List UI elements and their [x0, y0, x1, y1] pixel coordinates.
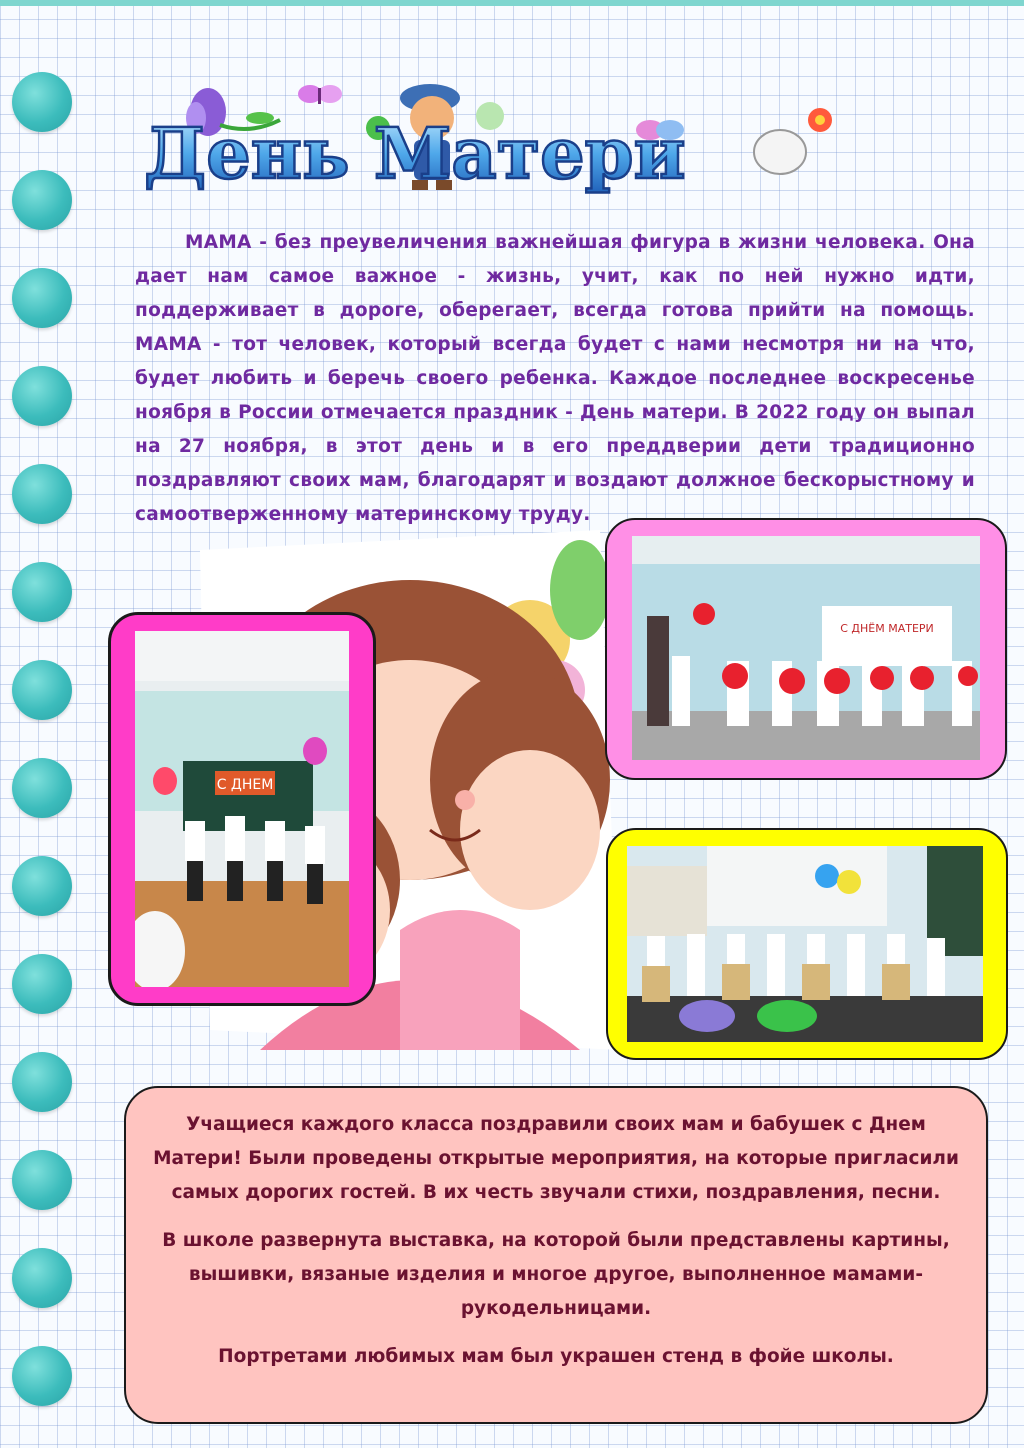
- top-strip: [0, 0, 1024, 6]
- photo-image: [632, 536, 980, 760]
- dot: [12, 170, 72, 230]
- photo-girls-hearts: [605, 518, 1007, 780]
- intro-paragraph: МАМА - без преувеличения важнейшая фигура в жизни человека. Она дает нам самое важное - жизнь, учит, как по ней нужно идти, поддерживает в дороге, оберегает, всегда готова прийти на помощь. МАМА - тот человек, который всегда будет с нами несмотря ни на что, будет любить и беречь своего ребенка. Каждое последнее воскресенье ноября в России отмечается праздник - День матери. В 2022 году он выпал на 27 ноября, в этот день и в его преддверии дети традиционно поздравляют своих мам, благодарят и воздают должное бескорыстному и самоотверженному материнскому труду.: [135, 232, 975, 525]
- dot: [12, 758, 72, 818]
- dot: [12, 562, 72, 622]
- photo-banner-text: С ДНЕМ: [216, 777, 274, 793]
- dot: [12, 1052, 72, 1112]
- summary-paragraph-3: Портретами любимых мам был украшен стенд в фойе школы.: [218, 1346, 894, 1367]
- dot: [12, 464, 72, 524]
- title-text: День Матери: [144, 112, 686, 195]
- dot: [12, 1150, 72, 1210]
- dot: [12, 856, 72, 916]
- summary-paragraph-1: Учащиеся каждого класса поздравили своих мам и бабушек с Днем Матери! Были проведены открытые мероприятия, на которые пригласили самых дорогих гостей. В их честь звучали стихи, поздравления, песни.: [153, 1114, 959, 1203]
- dot: [12, 1248, 72, 1308]
- page-title: [130, 80, 930, 200]
- dot: [12, 268, 72, 328]
- dot: [12, 366, 72, 426]
- photo-banner-text: С ДНЁМ МАТЕРИ: [840, 622, 934, 635]
- butterfly-icon: [298, 85, 342, 104]
- photo-image: [627, 846, 983, 1042]
- dot: [12, 660, 72, 720]
- intro-text: [135, 226, 975, 532]
- dot: [12, 72, 72, 132]
- summary-paragraph-2: В школе развернута выставка, на которой были представлены картины, вышивки, вязаные изделия и многое другое, выполненное мамами-рукодельницами.: [162, 1230, 950, 1319]
- photo-boys-performance: [108, 612, 376, 1006]
- photo-image: [135, 631, 349, 987]
- dot: [12, 1346, 72, 1406]
- event-summary-box: [124, 1086, 988, 1424]
- chick-icon: [754, 108, 832, 174]
- dot: [12, 954, 72, 1014]
- title-art: [130, 80, 930, 200]
- photo-class-portraits: [606, 828, 1008, 1060]
